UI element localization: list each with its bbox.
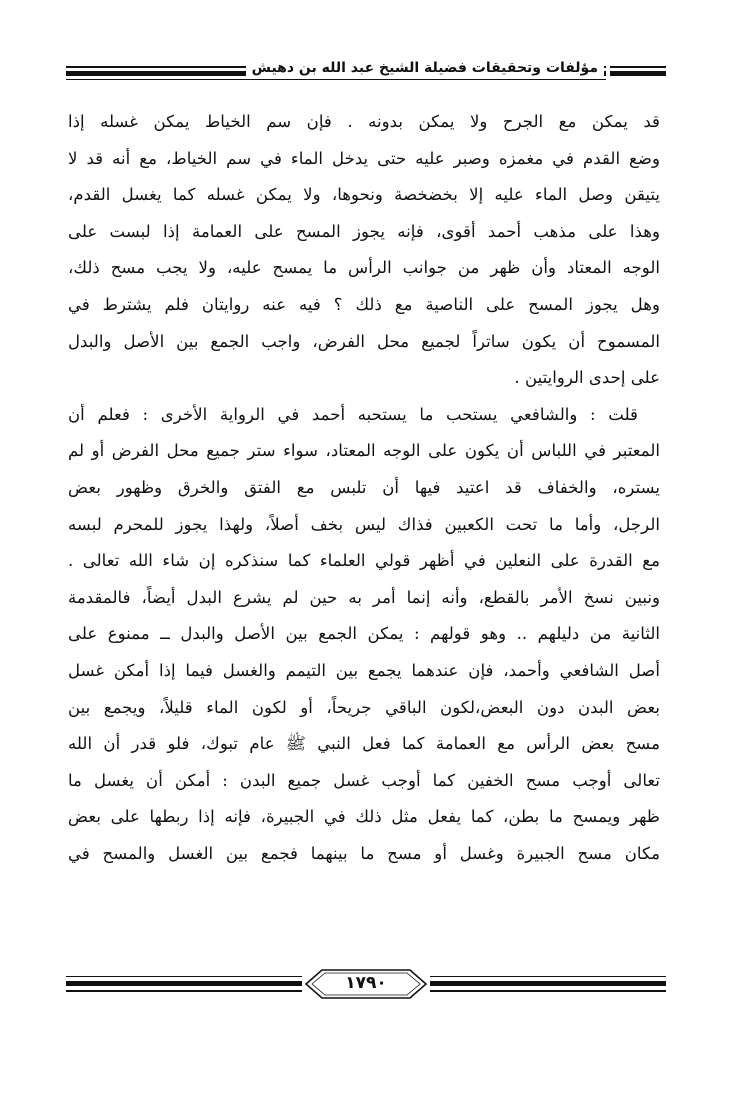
text-line: ونبين نسخ الأمر بالقطع، وأنه إنما أمر به حين لم يشرع البدل أيضاً، فالمقدمة	[68, 587, 660, 607]
text-line: أصل الشافعي وأحمد، فإن عندهما يجمع بين التيمم والغسل فيما إذا أمكن غسل	[68, 660, 660, 680]
text-line: وهل يجوز المسح على الناصية مع ذلك ؟ فيه عنه روايتان فلم يشترط في	[68, 294, 660, 314]
text-line: على إحدى الروايتين .	[514, 368, 660, 388]
text-line: يستره، والخفاف قد اعتيد فيها أن تلبس مع الفتق والخرق وظهور بعض	[68, 477, 660, 497]
header-rule-right-thin	[610, 66, 666, 68]
page-number-frame	[302, 964, 430, 1004]
text-line: مسح بعض الرأس مع العمامة كما فعل النبي ﷺ عام تبوك، فلو قدر أن الله	[68, 734, 660, 754]
footer-rule-left-thick	[66, 981, 302, 986]
text-line: الوجه المعتاد وأن ظهر من جوانب الرأس ما يمسح عليه، ولا يجب مسح ذلك،	[68, 258, 660, 278]
text-line: الثانية من دليلهم .. وهو قولهم : يمكن الجمع بين الأصل والبدل ــ ممنوع على	[68, 624, 660, 644]
body-text	[68, 104, 660, 872]
header-rule-hairline	[66, 79, 606, 80]
running-header-title: مؤلفات وتحقيقات فضيلة الشيخ عبد الله بن دهيش	[246, 60, 604, 76]
text-line: بعض البدن دون البعض،لكون الباقي جريحاً، أو لكون الماء قليلاً، ويجمع بين	[68, 697, 660, 717]
page-number: ١٧٩٠	[345, 973, 387, 993]
text-line: مكان مسح الجبيرة وغسل أو مسح ما بينهما فجمع بين الغسل والمسح في	[68, 843, 660, 863]
header-rule-right-thick	[610, 71, 666, 76]
footer-rule-right-bottom	[430, 990, 666, 992]
footer-rule-right-thin	[430, 976, 666, 977]
text-line: المعتبر في اللباس أن يكون على الوجه المعتاد، سواء ستر جميع محل الفرض أو لم	[68, 441, 660, 461]
text-line: الرجل، وأما ما تحت الكعبين فذاك ليس بخف أصلاً، ولهذا يجوز للمحرم لبسه	[68, 514, 660, 534]
text-line: وضع القدم في مغمزه وصبر عليه حتى يدخل الماء في سم الخياط، مع أنه قد لا	[68, 148, 660, 168]
footer-rule-right-thick	[430, 981, 666, 986]
text-line: ظهر ويمسح ما بطن، كما يفعل مثل ذلك في الجبيرة، فإنه إذا ربطها على بعض	[68, 807, 660, 827]
text-line: قد يمكن مع الجرح ولا يمكن بدونه . فإن سم الخياط يمكن غسله إذا	[68, 112, 660, 131]
footer-rule-left-thin	[66, 976, 302, 977]
text-line: يتيقن وصل الماء عليه إلا بخضخصة ونحوها، ولا يمكن غسله كما يغسل القدم،	[68, 185, 660, 205]
text-line: وهذا على مذهب أحمد أقوى، فإنه يجوز المسح على العمامة إذا لبست على	[68, 221, 660, 241]
text-line: تعالى أوجب مسح الخفين كما أوجب غسل جميع البدن : أمكن أن يغسل ما	[68, 770, 660, 790]
footer-rule-left-bottom	[66, 990, 302, 992]
text-line: قلت : والشافعي يستحب ما يستحبه أحمد في الرواية الأخرى : فعلم أن	[68, 404, 638, 424]
running-header	[66, 58, 666, 88]
page-footer	[66, 962, 666, 1012]
text-line: مع القدرة على النعلين في أظهر قولي العلماء كما سنذكره إن شاء الله تعالى .	[68, 551, 660, 571]
text-line: المسموح أن يكون ساتراً لجميع محل الفرض، واجب الجمع بين الأصل والبدل	[68, 331, 660, 351]
